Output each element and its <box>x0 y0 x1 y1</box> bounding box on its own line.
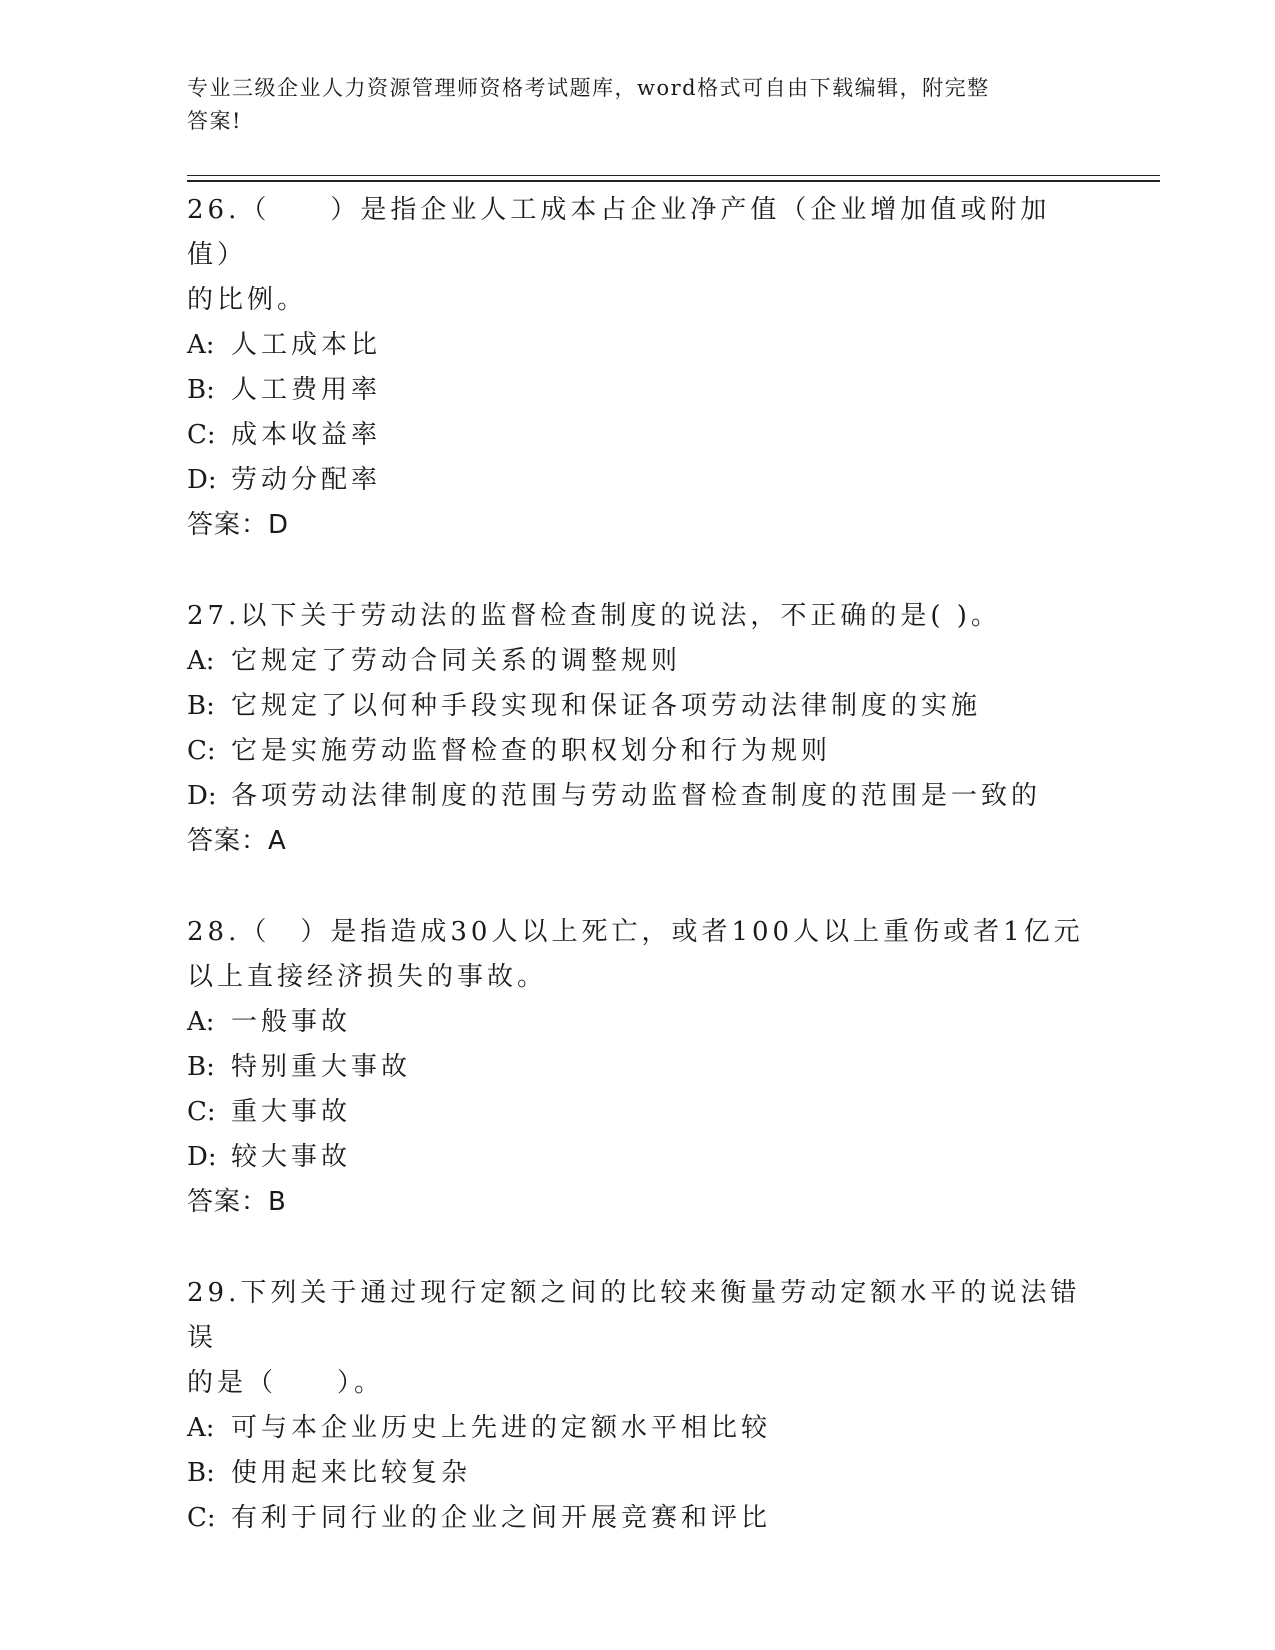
option-text: 可与本企业历史上先进的定额水平相比较 <box>231 1413 772 1443</box>
option-c <box>187 413 1087 458</box>
header-divider-thick <box>187 180 1160 182</box>
option-letter: D: <box>187 465 217 495</box>
option-c <box>187 1090 1087 1135</box>
header-line-1: 专业三级企业人力资源管理师资格考试题库，word格式可自由下载编辑，附完整 <box>187 76 990 100</box>
option-letter: B: <box>187 375 215 405</box>
question-number: 28. <box>187 917 241 947</box>
option-c <box>187 1496 1087 1541</box>
option-text: 它规定了以何种手段实现和保证各项劳动法律制度的实施 <box>231 691 982 721</box>
question-stem-line-2: 以上直接经济损失的事故。 <box>187 962 548 992</box>
option-b <box>187 1451 1087 1496</box>
answer-label: 答案：B <box>187 1187 287 1217</box>
question-stem-line-1: （ ）是指企业人工成本占企业净产值（企业增加值或附加值） <box>187 195 1051 270</box>
question-stem <box>187 910 1087 955</box>
option-text: 劳动分配率 <box>231 465 382 495</box>
question-number: 26. <box>187 195 241 225</box>
option-letter: D: <box>187 1142 217 1172</box>
option-text: 重大事故 <box>231 1097 352 1127</box>
header-line-2: 答案! <box>187 109 242 133</box>
question-27 <box>187 594 1087 864</box>
option-text: 它规定了劳动合同关系的调整规则 <box>231 646 682 676</box>
option-letter: A: <box>187 1007 215 1037</box>
option-a <box>187 323 1087 368</box>
option-letter: B: <box>187 1052 215 1082</box>
question-stem-line-1: 以下关于劳动法的监督检查制度的说法，不正确的是( )。 <box>240 601 1001 631</box>
question-stem-line-1: 下列关于通过现行定额之间的比较来衡量劳动定额水平的说法错误 <box>187 1278 1081 1353</box>
answer-label: 答案：A <box>187 826 287 856</box>
option-d <box>187 774 1087 819</box>
option-text: 一般事故 <box>231 1007 352 1037</box>
question-number: 29. <box>187 1278 241 1308</box>
option-letter: C: <box>187 736 216 766</box>
option-letter: C: <box>187 1503 216 1533</box>
question-stem-line-2: 的比例。 <box>187 285 308 315</box>
document-header <box>187 72 1087 138</box>
option-text: 特别重大事故 <box>231 1052 412 1082</box>
option-letter: B: <box>187 691 215 721</box>
option-text: 较大事故 <box>231 1142 352 1172</box>
option-text: 成本收益率 <box>231 420 382 450</box>
option-c <box>187 729 1087 774</box>
option-b <box>187 684 1087 729</box>
question-stem <box>187 1271 1087 1361</box>
option-text: 有利于同行业的企业之间开展竞赛和评比 <box>231 1503 772 1533</box>
question-stem <box>187 594 1087 639</box>
question-29 <box>187 1271 1087 1541</box>
option-a <box>187 639 1087 684</box>
option-letter: D: <box>187 781 217 811</box>
option-letter: B: <box>187 1458 215 1488</box>
option-a <box>187 1406 1087 1451</box>
option-letter: C: <box>187 1097 216 1127</box>
question-stem <box>187 188 1087 278</box>
option-text: 它是实施劳动监督检查的职权划分和行为规则 <box>231 736 832 766</box>
option-b <box>187 368 1087 413</box>
option-letter: A: <box>187 646 215 676</box>
header-divider-thin <box>187 175 1160 176</box>
option-text: 人工费用率 <box>231 375 382 405</box>
option-letter: A: <box>187 330 215 360</box>
option-d <box>187 1135 1087 1180</box>
question-28 <box>187 910 1087 1225</box>
option-text: 使用起来比较复杂 <box>231 1458 472 1488</box>
option-text: 各项劳动法律制度的范围与劳动监督检查制度的范围是一致的 <box>231 781 1042 811</box>
question-list <box>187 188 1087 1587</box>
option-letter: A: <box>187 1413 215 1443</box>
answer-label: 答案：D <box>187 510 290 540</box>
question-number: 27. <box>187 601 241 631</box>
option-d <box>187 458 1087 503</box>
option-b <box>187 1045 1087 1090</box>
option-a <box>187 1000 1087 1045</box>
question-stem-line-2: 的是（ ）。 <box>187 1368 385 1398</box>
option-letter: C: <box>187 420 216 450</box>
option-text: 人工成本比 <box>231 330 382 360</box>
question-26 <box>187 188 1087 548</box>
question-stem-line-1: （ ）是指造成30人以上死亡，或者100人以上重伤或者1亿元 <box>240 917 1084 947</box>
